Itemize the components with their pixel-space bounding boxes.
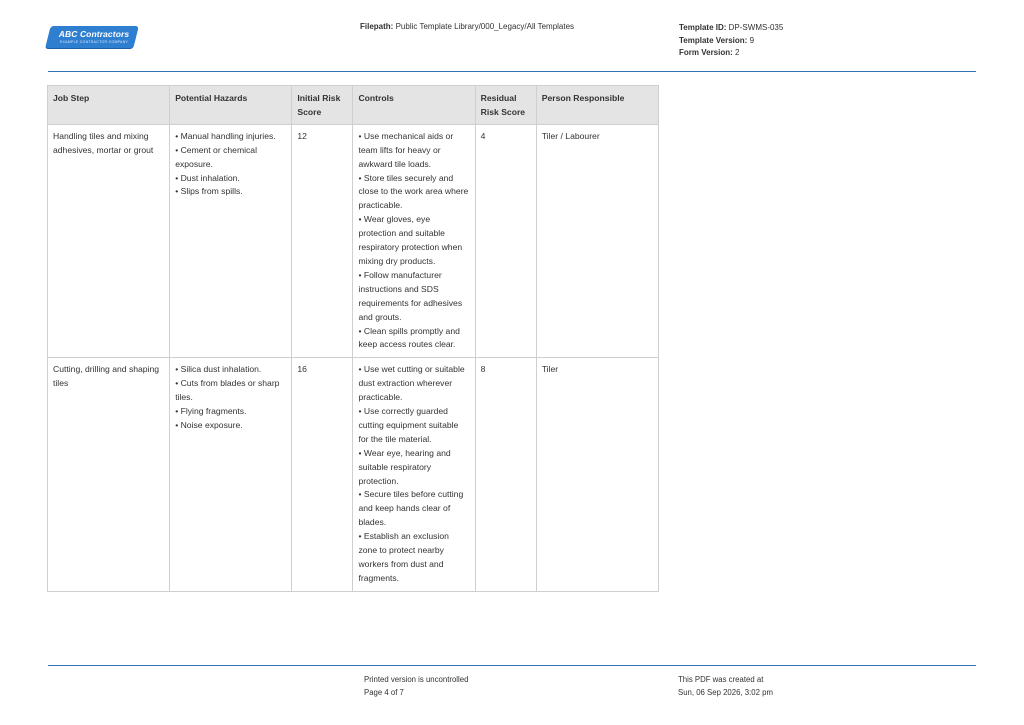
- template-id: [679, 22, 783, 35]
- hazard-item: • Noise exposure.: [175, 419, 243, 430]
- created-timestamp: Sun, 06 Sep 2026, 3:02 pm: [678, 687, 773, 697]
- form-version-label: Form Version:: [679, 48, 733, 57]
- initial-risk-cell: 12: [292, 124, 353, 358]
- hazard-item: • Slips from spills.: [175, 186, 243, 197]
- hazard-item: • Dust inhalation.: [175, 172, 240, 183]
- table-row: [48, 124, 659, 358]
- control-item: • Store tiles securely and close to the work area where practicable.: [358, 172, 469, 211]
- job-step-cell: Handling tiles and mixing adhesives, mortar or grout: [48, 124, 170, 358]
- control-item: • Clean spills promptly and keep access routes clear.: [358, 325, 460, 350]
- col-controls: Controls: [353, 86, 475, 125]
- logo-text: ABC Contractors: [58, 29, 130, 39]
- hazard-item: • Cuts from blades or sharp tiles.: [175, 378, 280, 403]
- controls-cell: [353, 124, 475, 358]
- footer-divider: [48, 665, 976, 666]
- template-version-value: 9: [749, 35, 755, 45]
- template-id-value: DP-SWMS-035: [728, 23, 784, 32]
- footer-print-info: [364, 674, 468, 699]
- control-item: • Wear gloves, eye protection and suitable respiratory protection when mixing dry products.: [358, 214, 463, 266]
- table-header-row: [48, 86, 659, 125]
- template-id-label: Template ID:: [679, 23, 727, 32]
- hazard-item: • Flying fragments.: [175, 406, 247, 417]
- template-version: [679, 35, 783, 48]
- control-item: • Use mechanical aids or team lifts for heavy or awkward tile loads.: [358, 130, 454, 169]
- header-divider: [48, 71, 976, 72]
- person-responsible-cell: Tiler: [536, 358, 658, 592]
- filepath-label: Filepath:: [360, 22, 394, 31]
- form-version-value: 2: [735, 48, 740, 57]
- residual-risk-cell: 8: [475, 358, 536, 592]
- swms-table: [47, 85, 659, 592]
- col-job-step: Job Step: [48, 86, 170, 125]
- control-item: • Use correctly guarded cutting equipment suitable for the tile material.: [358, 406, 459, 444]
- table-row: [48, 358, 659, 592]
- control-item: • Follow manufacturer instructions and SDS requirements for adhesives and grouts.: [358, 269, 463, 322]
- col-person-responsible: Person Responsible: [536, 86, 658, 125]
- initial-risk-cell: 16: [292, 358, 353, 592]
- control-item: • Establish an exclusion zone to protect nearby workers from dust and fragments.: [358, 531, 449, 583]
- col-potential-hazards: Potential Hazards: [170, 86, 292, 125]
- template-meta: [679, 22, 783, 60]
- person-responsible-cell: Tiler / Labourer: [536, 124, 658, 358]
- control-item: • Wear eye, hearing and suitable respiratory protection.: [358, 447, 451, 486]
- page-number: Page 4 of 7: [364, 687, 404, 697]
- job-step-cell: Cutting, drilling and shaping tiles: [48, 358, 170, 592]
- hazard-item: • Silica dust inhalation.: [175, 364, 262, 375]
- filepath: [360, 22, 574, 31]
- uncontrolled-notice: Printed version is uncontrolled: [364, 675, 469, 684]
- hazards-cell: [170, 124, 292, 358]
- hazard-item: • Manual handling injuries.: [175, 130, 276, 141]
- template-version-label: Template Version:: [679, 35, 748, 45]
- company-logo: [48, 26, 138, 50]
- hazard-item: • Cement or chemical exposure.: [175, 144, 258, 169]
- form-version: [679, 47, 783, 60]
- col-residual-risk-score: Residual Risk Score: [475, 86, 536, 125]
- controls-cell: [353, 358, 475, 592]
- residual-risk-cell: 4: [475, 124, 536, 358]
- footer-created-info: [678, 674, 773, 699]
- col-initial-risk-score: Initial Risk Score: [292, 86, 353, 125]
- created-label: This PDF was created at: [678, 675, 764, 684]
- logo-subtext: EXAMPLE CONTRACTOR COMPANY: [59, 40, 129, 44]
- control-item: • Use wet cutting or suitable dust extraction wherever practicable.: [358, 364, 465, 403]
- hazards-cell: [170, 358, 292, 592]
- filepath-value: Public Template Library/000_Legacy/All Templates: [395, 22, 575, 31]
- control-item: • Secure tiles before cutting and keep hands clear of blades.: [358, 489, 464, 528]
